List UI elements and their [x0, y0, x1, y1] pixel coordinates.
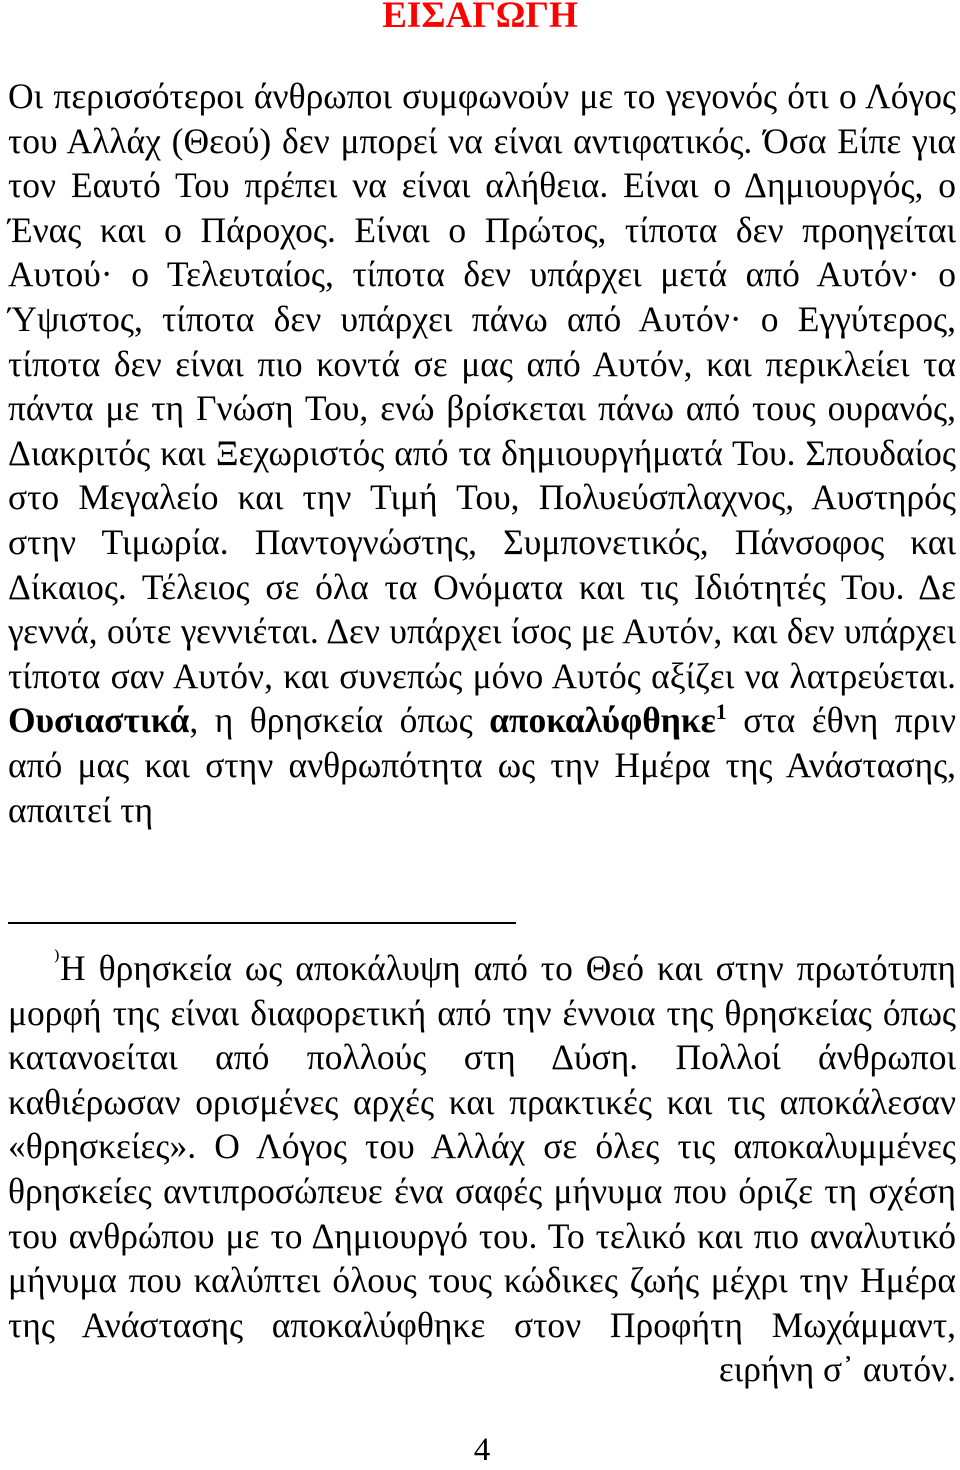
main-paragraph	[8, 74, 956, 832]
footnote	[8, 946, 956, 1392]
page-title: ΕΙΣΑΓΩΓΗ	[382, 0, 578, 36]
footnote-text: Η θρησκεία ως αποκάλυψη από το Θεό και στην πρωτότυπη μορφή της είναι διαφορετική από την έννοια της θρησκείας όπως κατανοείται από πολλούς στη Δύση. Πολλοί άνθρωποι καθιέρωσαν ορισμένες αρχές και πρακτικές και τις αποκάλεσαν «θρησκείες». Ο Λόγος του Αλλάχ σε όλες τις αποκαλυμμένες θρησκείες αντιπροσώπευε ένα σαφές μήνυμα που όριζε τη σχέση του ανθρώπου με το Δημιουργό του. Το τελικό και πιο αναλυτικό μήνυμα που καλύπτει όλους τους κώδικες ζωής μέχρι την Ημέρα της Ανάστασης αποκαλύφθηκε στον Προφήτη Μωχάμμαντ, ειρήνη σ᾽ αυτόν.	[8, 948, 956, 1390]
footnote-separator	[8, 922, 516, 924]
paragraph-text-1: Οι περισσότεροι άνθρωποι συμφωνούν με το γεγονός ότι ο Λόγος του Αλλάχ (Θεού) δεν μπορεί να είναι αντιφατικός. Όσα Είπε για τον Εαυτό Του πρέπει να είναι αλήθεια. Είναι ο Δημιουργός, ο Ένας και ο Πάροχος. Είναι ο Πρώτος, τίποτα δεν προηγείται Αυτού· ο Τελευταίος, τίποτα δεν υπάρχει μετά από Αυτόν· ο Ύψιστος, τίποτα δεν υπάρχει πάνω από Αυτόν· ο Εγγύτερος, τίποτα δεν είναι πιο κοντά σε μας από Αυτόν, και περικλείει τα πάντα με τη Γνώση Του, ενώ βρίσκεται πάνω από τους ουρανός, Διακριτός και Ξεχωριστός από τα δημιουργήματά Του. Σπουδαίος στο Μεγαλείο και την Τιμή Του, Πολυεύσπλαχνος, Αυστηρός στην Τιμωρία. Παντογνώστης, Συμπονετικός, Πάνσοφος και Δίκαιος. Τέλειος σε όλα τα Ονόματα και τις Ιδιότητές Του. Δε γεννά, ούτε γεννιέται. Δεν υπάρχει ίσος με Αυτόν, και δεν υπάρχει τίποτα σαν Αυτόν, και συνεπώς μόνο Αυτός αξίζει να λατρεύεται.	[8, 76, 956, 696]
bold-term-essentially: Ουσιαστικά	[8, 700, 190, 741]
page-number: 4	[473, 1432, 491, 1468]
paragraph-text-3: στα έθνη πριν από μας και στην ανθρωπότητα ως την Ημέρα της Ανάστασης, απαιτεί τη	[8, 700, 957, 830]
paragraph-text-2: , η θρησκεία όπως	[189, 700, 473, 741]
footnote-marker: ⁾	[53, 946, 60, 975]
bold-term-revealed: αποκαλύφθηκε	[489, 700, 716, 741]
footnote-reference[interactable]: 1	[715, 699, 727, 725]
